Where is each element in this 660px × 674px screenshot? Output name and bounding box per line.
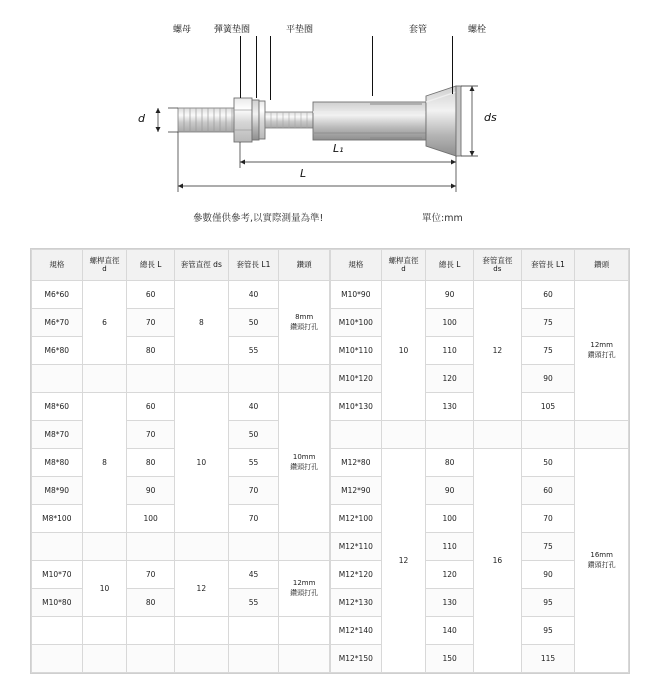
cell-total-length: 100: [426, 505, 474, 533]
cell-total-length: 80: [127, 589, 175, 617]
col-total-length: 總長 L: [127, 250, 175, 281]
table-row: [331, 281, 629, 309]
cell-total-length: 130: [426, 393, 474, 421]
cell-total-length: 90: [127, 477, 175, 505]
table-row: [331, 449, 629, 477]
cell-drill: 16mm 鑽頭打孔: [575, 449, 629, 673]
spec-table-right: [330, 249, 629, 673]
cell-spec: M8*60: [32, 393, 83, 421]
table-row-spacer: [32, 533, 330, 561]
cell-total-length: 150: [426, 645, 474, 673]
cell-sleeve-length: 70: [228, 505, 279, 533]
cell-drill: 12mm 鑽頭打孔: [575, 281, 629, 421]
callout-label-nut: 螺母: [173, 25, 192, 35]
cell-empty: [32, 533, 83, 561]
cell-empty: [279, 617, 330, 645]
cell-empty: [32, 645, 83, 673]
cell-empty: [127, 617, 175, 645]
cell-total-length: 140: [426, 617, 474, 645]
cell-sleeve-length: 40: [228, 393, 279, 421]
cell-spec: M12*120: [331, 561, 382, 589]
cell-empty: [279, 533, 330, 561]
cell-rod-diameter: 8: [82, 393, 127, 533]
leader-nut: [240, 36, 241, 98]
cell-empty: [228, 617, 279, 645]
table-row: [32, 561, 330, 589]
cell-total-length: 130: [426, 589, 474, 617]
cell-spec: M8*100: [32, 505, 83, 533]
table-row-spacer: [32, 365, 330, 393]
note-reference: 參數僅供參考,以實際測量為準!: [193, 213, 324, 224]
cell-total-length: 120: [426, 365, 474, 393]
col-rod-diameter: 螺桿直徑 d: [381, 250, 426, 281]
cell-total-length: 110: [426, 337, 474, 365]
cell-empty: [521, 421, 575, 449]
cell-spec: M8*70: [32, 421, 83, 449]
leader-bolt: [452, 36, 453, 94]
col-sleeve-diameter: 套管直徑 ds: [175, 250, 229, 281]
cell-empty: [127, 645, 175, 673]
cell-spec: M8*80: [32, 449, 83, 477]
cell-empty: [575, 421, 629, 449]
cell-empty: [175, 617, 229, 645]
cell-sleeve-diameter: 10: [175, 393, 229, 533]
cell-spec: M12*150: [331, 645, 382, 673]
cell-drill: 8mm 鑽頭打孔: [279, 281, 330, 365]
cell-empty: [228, 533, 279, 561]
cell-sleeve-length: 70: [521, 505, 575, 533]
cell-sleeve-length: 60: [521, 477, 575, 505]
cell-sleeve-diameter: 12: [474, 281, 522, 421]
cell-spec: M12*130: [331, 589, 382, 617]
callout-label-spring-washer: 彈簧垫圈: [214, 25, 251, 35]
table-left-body: [32, 281, 330, 673]
cell-empty: [175, 533, 229, 561]
cell-spec: M12*80: [331, 449, 382, 477]
cell-sleeve-length: 95: [521, 589, 575, 617]
cell-sleeve-diameter: 8: [175, 281, 229, 365]
cell-total-length: 80: [127, 337, 175, 365]
table-header-row: [331, 250, 629, 281]
cell-empty: [381, 421, 426, 449]
cell-empty: [228, 365, 279, 393]
cell-rod-diameter: 10: [82, 561, 127, 617]
cell-spec: M10*120: [331, 365, 382, 393]
cell-spec: M12*110: [331, 533, 382, 561]
cell-spec: M10*70: [32, 561, 83, 589]
cell-empty: [175, 365, 229, 393]
cell-empty: [279, 645, 330, 673]
leader-sleeve: [372, 36, 373, 96]
cell-sleeve-length: 75: [521, 533, 575, 561]
cell-sleeve-length: 55: [228, 337, 279, 365]
cell-spec: M10*130: [331, 393, 382, 421]
note-unit: 單位:mm: [422, 213, 463, 224]
cell-sleeve-diameter: 16: [474, 449, 522, 673]
cell-empty: [331, 421, 382, 449]
cell-empty: [82, 533, 127, 561]
cell-spec: M10*90: [331, 281, 382, 309]
cell-empty: [127, 533, 175, 561]
leader-flat-washer: [270, 36, 271, 100]
cell-empty: [228, 645, 279, 673]
cell-sleeve-diameter: 12: [175, 561, 229, 617]
cell-sleeve-length: 55: [228, 589, 279, 617]
table-row-spacer: [331, 421, 629, 449]
cell-drill: 10mm 鑽頭打孔: [279, 393, 330, 533]
cell-total-length: 80: [127, 449, 175, 477]
anchor-bolt-diagram: [0, 0, 660, 230]
cell-sleeve-length: 70: [228, 477, 279, 505]
cell-sleeve-length: 90: [521, 561, 575, 589]
cell-sleeve-length: 50: [228, 309, 279, 337]
dimension-l1: L₁: [333, 142, 344, 155]
cell-sleeve-length: 40: [228, 281, 279, 309]
cell-spec: M6*70: [32, 309, 83, 337]
col-sleeve-length: 套管長 L1: [228, 250, 279, 281]
cell-empty: [279, 365, 330, 393]
col-sleeve-length: 套管長 L1: [521, 250, 575, 281]
cell-rod-diameter: 6: [82, 281, 127, 365]
col-spec: 規格: [32, 250, 83, 281]
callout-label-flat-washer: 平垫圈: [286, 25, 314, 35]
cell-sleeve-length: 50: [228, 421, 279, 449]
cell-empty: [426, 421, 474, 449]
spec-table-left: [31, 249, 330, 673]
cell-total-length: 90: [426, 477, 474, 505]
cell-spec: M6*80: [32, 337, 83, 365]
leader-spring-washer: [256, 36, 257, 98]
dimension-ds: ds: [484, 111, 497, 124]
cell-spec: M12*100: [331, 505, 382, 533]
cell-spec: M12*140: [331, 617, 382, 645]
cell-spec: M10*80: [32, 589, 83, 617]
col-spec: 規格: [331, 250, 382, 281]
cell-sleeve-length: 75: [521, 309, 575, 337]
cell-spec: M6*60: [32, 281, 83, 309]
cell-total-length: 70: [127, 421, 175, 449]
cell-total-length: 80: [426, 449, 474, 477]
cell-total-length: 90: [426, 281, 474, 309]
cell-rod-diameter: 12: [381, 449, 426, 673]
cell-sleeve-length: 75: [521, 337, 575, 365]
cell-total-length: 60: [127, 393, 175, 421]
cell-spec: M10*110: [331, 337, 382, 365]
cell-sleeve-length: 95: [521, 617, 575, 645]
table-header-row: [32, 250, 330, 281]
dimension-l: L: [300, 167, 307, 180]
cell-empty: [82, 617, 127, 645]
cell-empty: [474, 421, 522, 449]
cell-total-length: 120: [426, 561, 474, 589]
table-row-spacer: [32, 617, 330, 645]
cell-rod-diameter: 10: [381, 281, 426, 421]
cell-drill: 12mm 鑽頭打孔: [279, 561, 330, 617]
table-row-spacer: [32, 645, 330, 673]
table-row: [32, 393, 330, 421]
cell-empty: [175, 645, 229, 673]
cell-sleeve-length: 50: [521, 449, 575, 477]
col-drill: 鑽頭: [279, 250, 330, 281]
cell-sleeve-length: 115: [521, 645, 575, 673]
cell-sleeve-length: 105: [521, 393, 575, 421]
cell-empty: [32, 617, 83, 645]
cell-sleeve-length: 45: [228, 561, 279, 589]
cell-total-length: 60: [127, 281, 175, 309]
cell-total-length: 70: [127, 561, 175, 589]
col-total-length: 總長 L: [426, 250, 474, 281]
cell-total-length: 110: [426, 533, 474, 561]
anchor-bolt-drawing: [0, 0, 660, 230]
cell-sleeve-length: 55: [228, 449, 279, 477]
cell-spec: M12*90: [331, 477, 382, 505]
cell-empty: [32, 365, 83, 393]
cell-spec: M8*90: [32, 477, 83, 505]
col-drill: 鑽頭: [575, 250, 629, 281]
cell-empty: [82, 365, 127, 393]
col-sleeve-diameter: 套管直徑 ds: [474, 250, 522, 281]
cell-sleeve-length: 60: [521, 281, 575, 309]
table-right-body: [331, 281, 629, 673]
spec-tables: [30, 248, 630, 674]
cell-sleeve-length: 90: [521, 365, 575, 393]
col-rod-diameter: 螺桿直徑 d: [82, 250, 127, 281]
table-row: [32, 281, 330, 309]
cell-spec: M10*100: [331, 309, 382, 337]
cell-empty: [127, 365, 175, 393]
callout-label-bolt: 螺栓: [468, 25, 487, 35]
cell-empty: [82, 645, 127, 673]
cell-total-length: 100: [127, 505, 175, 533]
cell-total-length: 70: [127, 309, 175, 337]
dimension-d: d: [138, 112, 145, 125]
callout-label-sleeve: 套管: [409, 25, 428, 35]
cell-total-length: 100: [426, 309, 474, 337]
